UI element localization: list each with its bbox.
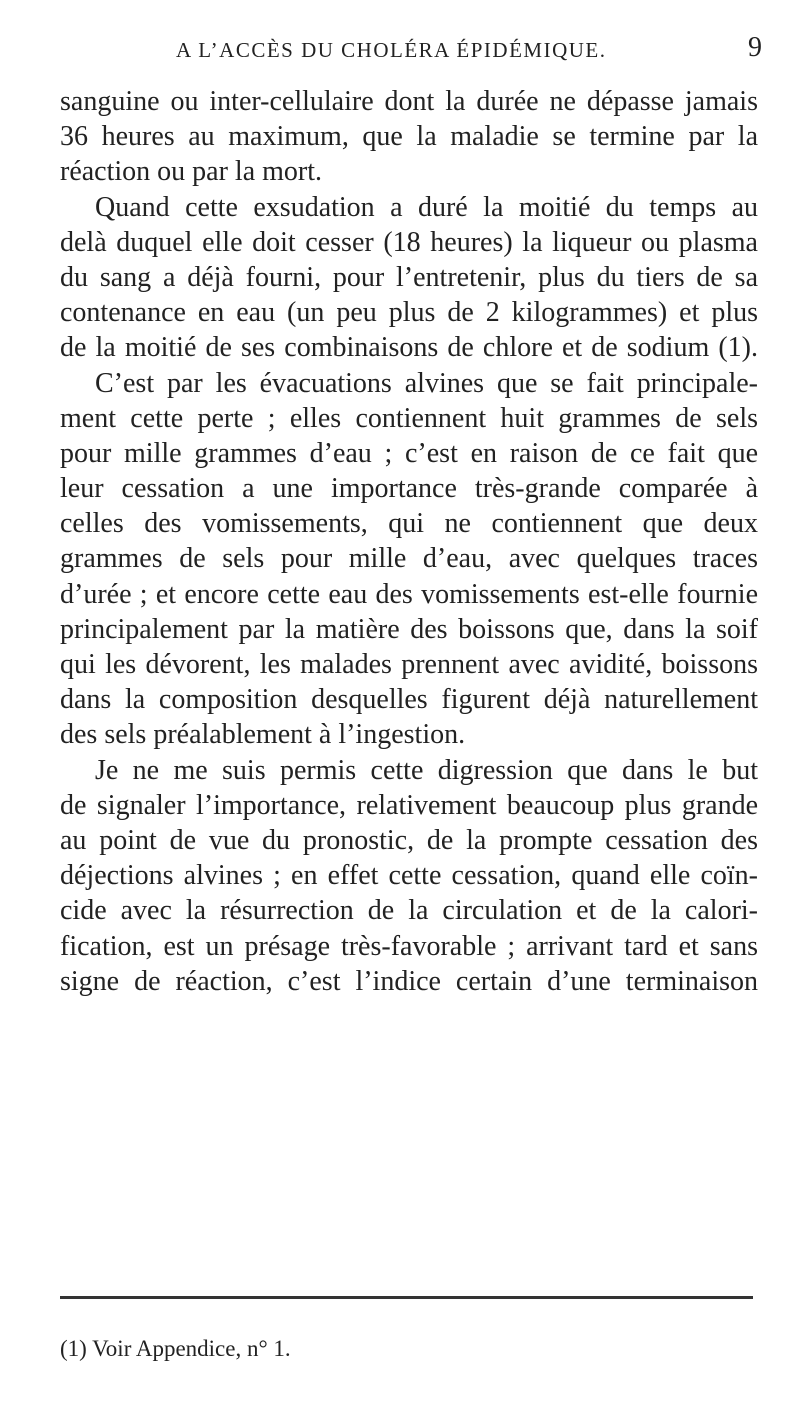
text-line: dans la composition desquelles figurent déjà naturellement	[60, 684, 758, 716]
text-line: contenance en eau (un peu plus de 2 kilogrammes) et plus	[60, 297, 758, 329]
text-line: du sang a déjà fourni, pour l’entretenir, plus du tiers de sa	[60, 261, 758, 293]
text-line: déjections alvines ; en effet cette cessation, quand elle coïn-	[60, 860, 758, 892]
text-line: 36 heures au maximum, que la maladie se termine par la	[60, 121, 758, 153]
text-line: des sels préalablement à l’ingestion.	[60, 719, 466, 751]
text-line: d’urée ; et encore cette eau des vomissements est-elle fournie	[60, 578, 758, 610]
text-line: cide avec la résurrection de la circulation et de la calori-	[60, 895, 758, 927]
footnote-divider	[60, 1296, 753, 1299]
text-line: C’est par les évacuations alvines que se fait principale-	[95, 367, 758, 399]
text-line: pour mille grammes d’eau ; c’est en raison de ce fait que	[60, 437, 758, 469]
text-line: delà duquel elle doit cesser (18 heures) la liqueur ou plasma	[60, 226, 758, 258]
running-title: A L’ACCÈS DU CHOLÉRA ÉPIDÉMIQUE.	[176, 38, 607, 62]
footnote: (1) Voir Appendice, n° 1.	[60, 1336, 291, 1361]
body-text	[60, 84, 758, 999]
text-line: fication, est un présage très-favorable ; arrivant tard et sans	[60, 930, 758, 962]
text-line: Je ne me suis permis cette digression que dans le but	[95, 754, 758, 786]
text-line: qui les dévorent, les malades prennent avec avidité, boissons	[60, 649, 758, 680]
text-line: de signaler l’importance, relativement beaucoup plus grande	[60, 789, 758, 821]
text-line: celles des vomissements, qui ne contiennent que deux	[60, 508, 758, 540]
text-line: de la moitié de ses combinaisons de chlore et de sodium (1).	[60, 332, 758, 364]
page-number: 9	[748, 32, 762, 63]
text-line: réaction ou par la mort.	[60, 156, 323, 188]
text-line: sanguine ou inter-cellulaire dont la durée ne dépasse jamais	[60, 86, 758, 117]
text-line: au point de vue du pronostic, de la prompte cessation des	[60, 824, 758, 856]
text-line: ment cette perte ; elles contiennent huit grammes de sels	[60, 402, 758, 434]
text-line: leur cessation a une importance très-grande comparée à	[60, 473, 758, 505]
text-line: signe de réaction, c’est l’indice certain d’une terminaison	[60, 965, 758, 997]
text-line: principalement par la matière des boissons que, dans la soif	[60, 613, 758, 645]
text-line: grammes de sels pour mille d’eau, avec quelques traces	[60, 543, 758, 575]
running-head	[0, 30, 800, 70]
text-line: Quand cette exsudation a duré la moitié du temps au	[95, 191, 758, 223]
